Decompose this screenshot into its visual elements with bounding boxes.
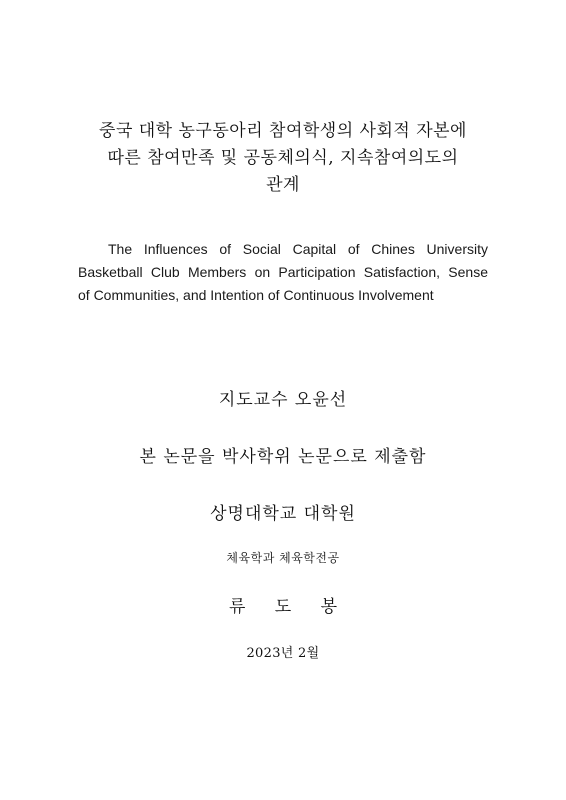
korean-title-line-1: 중국 대학 농구동아리 참여학생의 사회적 자본에	[99, 121, 467, 141]
english-title	[78, 238, 488, 307]
school-name: 상명대학교 대학원	[210, 504, 356, 524]
submission-statement: 본 논문을 박사학위 논문으로 제출함	[139, 447, 427, 467]
korean-title-line-2: 따른 참여만족 및 공동체의식, 지속참여의도의	[107, 148, 459, 168]
english-title-line-3: of Communities, and Intention of Continuous Involvement	[78, 287, 434, 303]
author-name: 류 도 봉	[228, 597, 350, 617]
submission-date: 2023년 2월	[246, 646, 320, 661]
department-name: 체육학과 체육학전공	[226, 551, 340, 565]
english-title-line-2: Basketball Club Members on Participation Satisfaction, Sense	[78, 264, 488, 280]
english-title-line-1: The Influences of Social Capital of Chines University	[108, 241, 488, 257]
korean-title-line-3: 관계	[266, 175, 300, 195]
korean-title	[0, 118, 566, 199]
advisor-line: 지도교수 오윤선	[218, 390, 348, 410]
